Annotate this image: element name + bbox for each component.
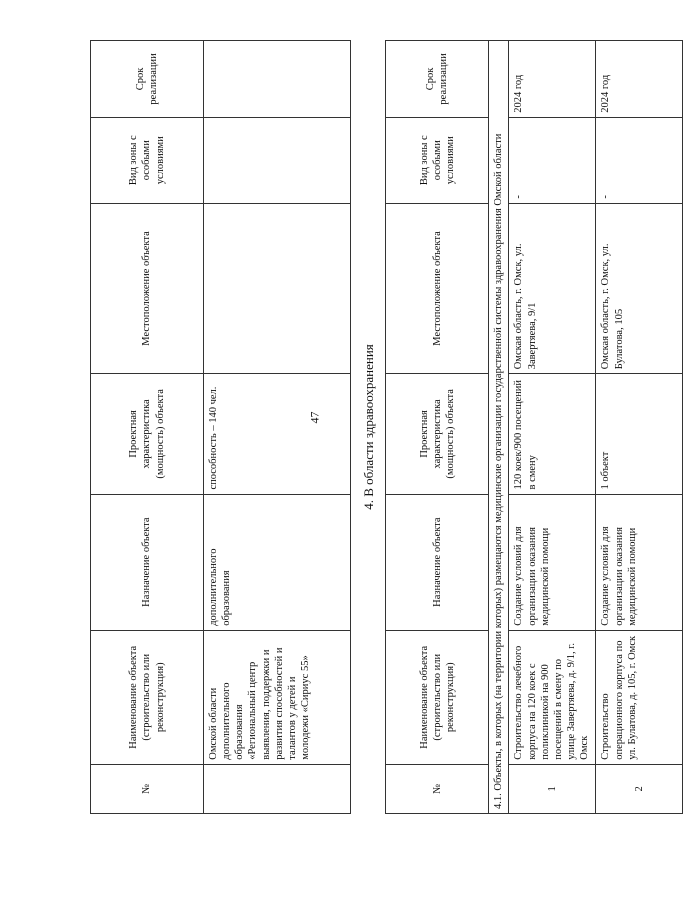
table-healthcare [385,40,683,814]
cell-characteristic: способность – 140 чел. [204,374,351,494]
cell-purpose: дополнительного образования [204,494,351,630]
cell-zone: - [596,117,683,203]
table-education [90,40,351,814]
header-characteristic: Проектная характеристика (мощность) объекта [386,374,489,494]
rotated-content [90,40,645,814]
cell-location: Омская область, г. Омск, ул. Булатова, 105 [596,203,683,374]
cell-term: 2024 год [509,41,596,118]
cell-purpose: Создание условий для организации оказания медицинской помощи [509,494,596,630]
cell-num: 1 [509,764,596,813]
table-row [596,41,683,814]
table-row [509,41,596,814]
header-location: Местоположение объекта [386,203,489,374]
header-zone: Вид зоны с особыми условиями [91,117,204,203]
section-title: 4. В области здравоохранения [361,344,376,510]
cell-term [204,41,351,118]
subsection-title: 4.1. Объекты, в которых (на территории которых) размещаются медицинские организации государственной системы здравоохранения Омской области [489,41,509,814]
header-purpose: Назначение объекта [91,494,204,630]
cell-characteristic: 120 коек/900 посещений в смену [509,374,596,494]
cell-zone: - [509,117,596,203]
cell-characteristic: 1 объект [596,374,683,494]
subsection-row [489,41,509,814]
page-number: 47 [307,411,322,424]
header-term: Срок реализации [386,41,489,118]
header-zone: Вид зоны с особыми условиями [386,117,489,203]
cell-purpose: Создание условий для организации оказания медицинской помощи [596,494,683,630]
cell-name: Омской области дополнительного образования «Региональный центр выявления, поддержки и развития способностей и талантов у детей и молодежи «Сириус 55» [204,630,351,764]
header-num: № [386,764,489,813]
table-row [204,41,351,814]
header-purpose: Назначение объекта [386,494,489,630]
header-location: Местоположение объекта [91,203,204,374]
cell-num [204,764,351,813]
header-name: Наименование объекта (строительство или реконструкция) [386,630,489,764]
table-header-row [386,41,489,814]
header-term: Срок реализации [91,41,204,118]
cell-location [204,203,351,374]
cell-name: Строительство операционного корпуса по ул. Булатова, д. 105, г. Омск [596,630,683,764]
header-characteristic: Проектная характеристика (мощность) объекта [91,374,204,494]
cell-location: Омская область, г. Омск, ул. Завертяева, 9/1 [509,203,596,374]
cell-num: 2 [596,764,683,813]
cell-zone [204,117,351,203]
header-name: Наименование объекта (строительство или реконструкция) [91,630,204,764]
cell-name: Строительство лечебного корпуса на 120 коек с поликлиникой на 900 посещений в смену по улице Завертяева, д. 9/1, г. Омск [509,630,596,764]
table-header-row [91,41,204,814]
header-num: № [91,764,204,813]
cell-term: 2024 год [596,41,683,118]
